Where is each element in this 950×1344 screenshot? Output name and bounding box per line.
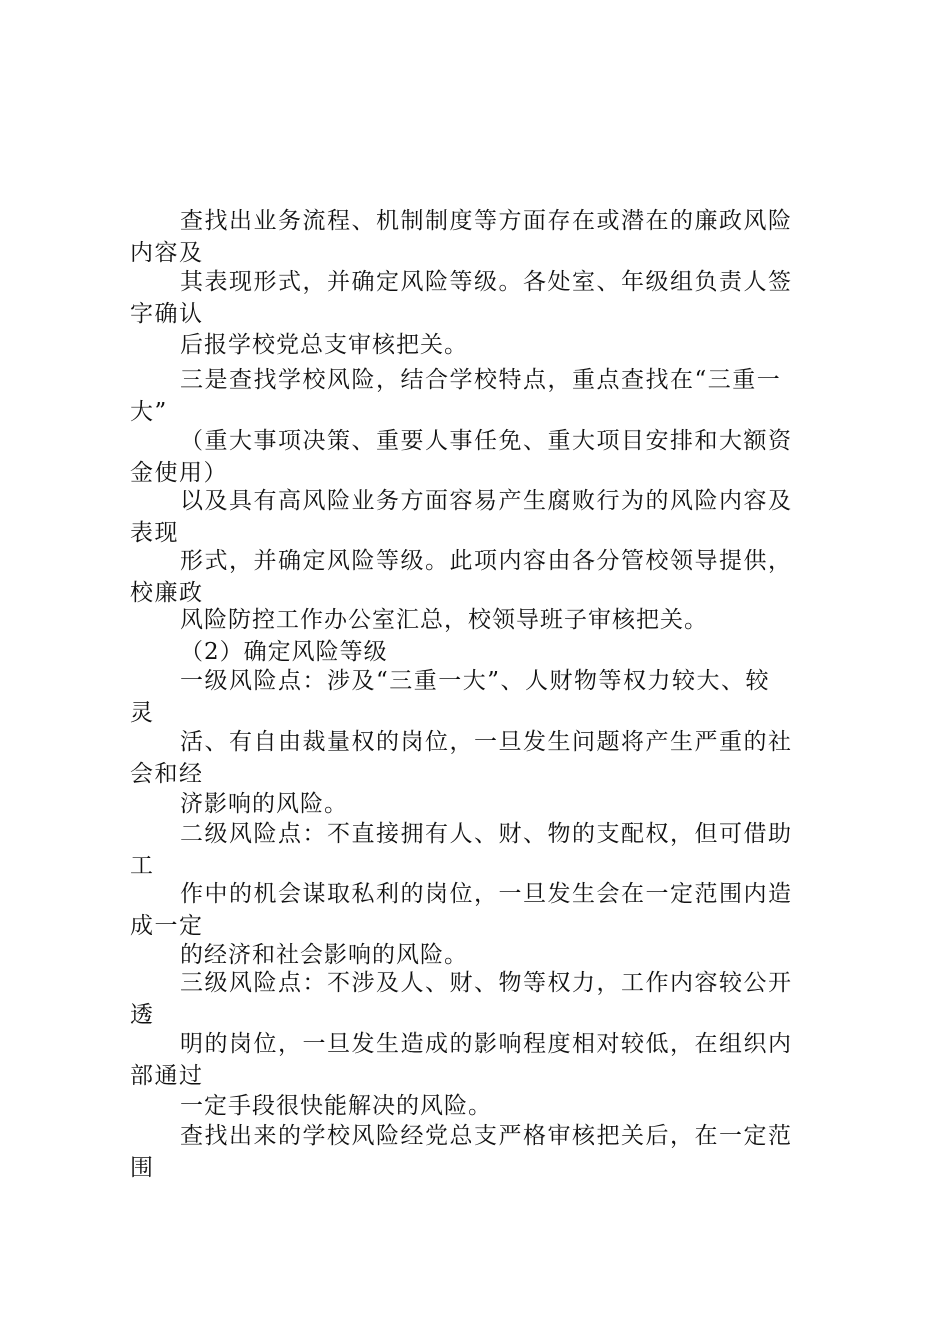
line-first: 活、有自由裁量权的岗位，一旦发生问题将产生严重的社: [180, 729, 793, 755]
paragraph-line: [130, 878, 840, 942]
line-rest: 金使用）: [130, 460, 228, 486]
line-first: 查找出来的学校风险经党总支严格审核把关后，在一定范: [180, 1123, 793, 1149]
line-rest: 校廉政: [130, 580, 204, 606]
line-rest: 字确认: [130, 301, 204, 327]
paragraph-line: [130, 425, 840, 489]
line-first: （重大事项决策、重要人事任免、重大项目安排和大额资: [180, 428, 793, 454]
paragraph-line: [130, 266, 840, 330]
line-first: 其表现形式，并确定风险等级。各处室、年级组负责人签: [180, 269, 793, 295]
line-rest: 成一定: [130, 913, 204, 939]
line-first: 明的岗位，一旦发生造成的影响程度相对较低，在组织内: [180, 1031, 793, 1057]
paragraph-line: [130, 665, 840, 729]
paragraph-line: [130, 364, 840, 428]
line-rest: 会和经: [130, 761, 204, 787]
paragraph-line: [130, 205, 840, 269]
paragraph-line: [130, 1120, 840, 1184]
line-rest: 工: [130, 853, 155, 879]
paragraph-line: [130, 545, 840, 609]
line-rest: 内容及: [130, 240, 204, 266]
line-first: 形式，并确定风险等级。此项内容由各分管校领导提供，: [180, 548, 793, 574]
line-first: 作中的机会谋取私利的岗位，一旦发生会在一定范围内造: [180, 881, 793, 907]
line-first: 二级风险点：不直接拥有人、财、物的支配权，但可借助: [180, 821, 793, 847]
line-rest: 大”: [130, 399, 168, 425]
line-first: （2）确定风险等级: [180, 639, 388, 665]
line-first: 三级风险点：不涉及人、财、物等权力，工作内容较公开: [180, 970, 793, 996]
line-first: 一级风险点：涉及“三重一大”、人财物等权力较大、较: [180, 668, 771, 694]
paragraph-line: [130, 1090, 840, 1122]
line-first: 济影响的风险。: [180, 791, 348, 817]
line-rest: 透: [130, 1002, 155, 1028]
paragraph-line: [130, 726, 840, 790]
line-first: 一定手段很快能解决的风险。: [180, 1093, 492, 1119]
line-first: 查找出业务流程、机制制度等方面存在或潜在的廉政风险: [180, 208, 793, 234]
paragraph-line: [130, 485, 840, 549]
paragraph-line: [130, 967, 840, 1031]
line-first: 的经济和社会影响的风险。: [180, 942, 468, 968]
line-rest: 表现: [130, 520, 179, 546]
paragraph-line: [130, 788, 840, 820]
line-rest: 部通过: [130, 1063, 204, 1089]
line-rest: 灵: [130, 700, 155, 726]
line-first: 风险防控工作办公室汇总，校领导班子审核把关。: [180, 607, 708, 633]
line-first: 以及具有高风险业务方面容易产生腐败行为的风险内容及: [180, 488, 793, 514]
paragraph-line: [130, 818, 840, 882]
paragraph-line: [130, 604, 840, 636]
line-first: 三是查找学校风险，结合学校特点，重点查找在“三重一: [180, 367, 782, 393]
paragraph-line: [130, 329, 840, 361]
paragraph-line: [130, 636, 840, 668]
paragraph-line: [130, 1028, 840, 1092]
line-rest: 围: [130, 1155, 155, 1181]
line-first: 后报学校党总支审核把关。: [180, 332, 468, 358]
